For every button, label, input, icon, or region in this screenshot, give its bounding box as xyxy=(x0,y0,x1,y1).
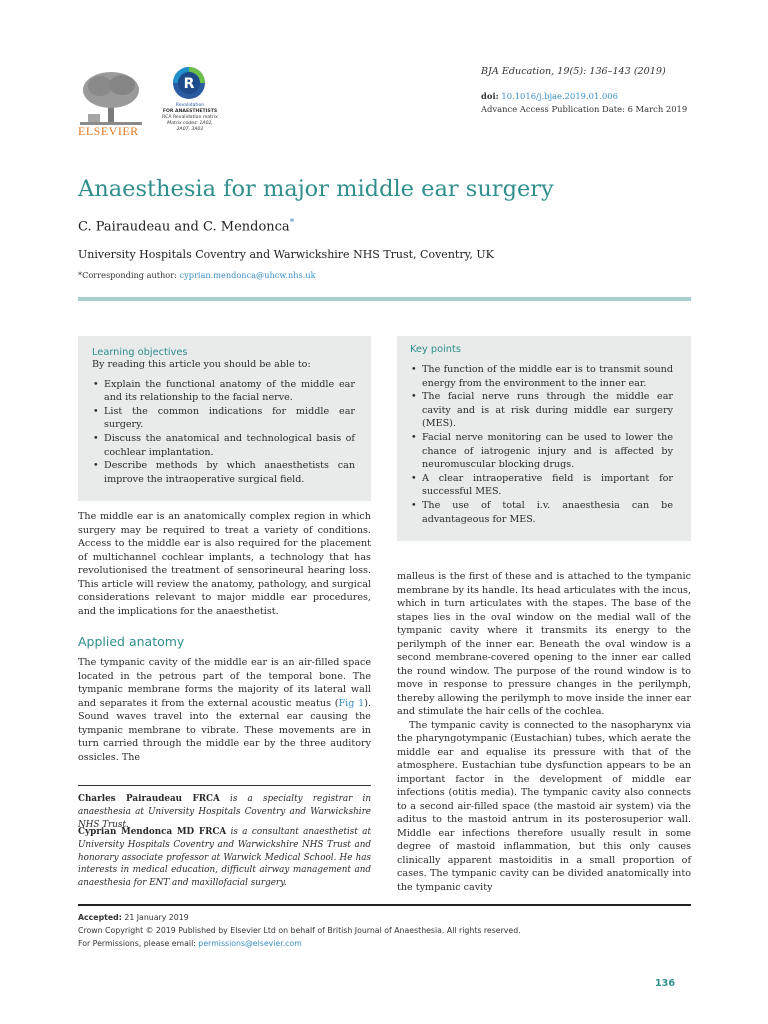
list-item: • Describe methods by which anaesthetists can improve the intraoperative surgical field. xyxy=(93,460,355,485)
key-points-list xyxy=(410,363,673,526)
advance-access-date: Advance Access Publication Date: 6 March 2019 xyxy=(481,104,688,114)
section-heading-applied-anatomy: Applied anatomy xyxy=(78,634,185,649)
elsevier-tree-logo-icon xyxy=(80,70,142,125)
doi-link[interactable]: 10.1016/j.bjae.2019.01.006 xyxy=(501,91,618,101)
doi-label: doi: xyxy=(481,91,499,101)
right-column-text xyxy=(397,570,691,894)
revalidation-text xyxy=(160,103,220,133)
learning-objectives-heading: Learning objectives xyxy=(92,347,188,358)
list-item: • A clear intraoperative field is important for successful MES. xyxy=(411,472,673,498)
revalidation-line: Matrix codes: 1A02, xyxy=(167,121,213,126)
accepted-date: Accepted: 21 January 2019 xyxy=(78,913,189,922)
bio-divider xyxy=(78,785,371,786)
revalidation-line: Revalidation xyxy=(175,103,205,108)
list-item: • The facial nerve runs through the middle ear cavity and is at risk during middle ear surgery (MES). xyxy=(411,391,673,430)
learning-objectives-box xyxy=(78,336,371,501)
revalidation-line: 2A07, 3A02 xyxy=(176,127,204,132)
body-paragraph: The tympanic cavity is connected to the nasopharynx via the pharyngotympanic (Eustachian) tubes, which aerate the middle ear and equalise its pressure with that of the atmosphere. Eustachian tube dysfunction appears to be an important factor in the development of middle ear infections (otitis media). The tympanic cavity also connects to a second air-filled space (the mastoid air system) via the aditus to the mastoid antrum in its posterosuperior wall. Middle ear infections therefore usually result in some degree of mastoid inflammation, but this only causes clinically apparent mastoiditis in a small proportion of cases. The tympanic cavity can be divided anatomically into the tympanic cavity xyxy=(397,719,691,893)
list-item: • List the common indications for middle ear surgery. xyxy=(93,405,355,431)
header-divider xyxy=(78,297,691,301)
doi-line xyxy=(481,91,618,101)
list-item: • The function of the middle ear is to transmit sound energy from the environment to the inner ear. xyxy=(411,364,673,389)
list-item: • Discuss the anatomical and technological basis of cochlear implantation. xyxy=(93,432,355,458)
permissions-line: For Permissions, please email: permissions@elsevier.com xyxy=(78,939,302,948)
key-points-heading: Key points xyxy=(410,344,461,355)
learning-objectives-intro: By reading this article you should be able to: xyxy=(92,359,311,370)
corresponding-author-mark[interactable]: * xyxy=(289,218,295,228)
article-authors xyxy=(78,218,294,234)
body-paragraph: malleus is the first of these and is attached to the tympanic membrane by its handle. Its head articulates with the incus, which in turn articulates with the stapes. The base of the stapes lies in the oval window on the medial wall of the tympanic cavity where it transmits its energy to the perilymph of the inner ear. Beneath the oval window is a second membrane-covered opening to the inner ear called the round window. The purpose of the round window is to move in response to pressure changes in the perilymph, thereby allowing the perilymph to move inside the inner ear and stimulate the hair cells of the cochlea. xyxy=(397,571,691,717)
list-item: • Explain the functional anatomy of the middle ear and its relationship to the facial nerve. xyxy=(93,378,355,404)
revalidation-line: FOR ANAESTHETISTS xyxy=(162,109,218,114)
author-affiliation: University Hospitals Coventry and Warwickshire NHS Trust, Coventry, UK xyxy=(78,248,494,261)
applied-anatomy-paragraph: The tympanic cavity of the middle ear is an air-filled space located in the petrous part of the temporal bone. The tympanic membrane forms the majority of its lateral wall and separates it from the external acoustic meatus (Fig 1). Sound waves travel into the external ear causing the tympanic membrane to vibrate. These movements are in turn carried through the middle ear by the three auditory ossicles. The xyxy=(78,657,371,763)
footer-divider xyxy=(78,904,691,906)
copyright-notice: Crown Copyright © 2019 Published by Elsevier Ltd on behalf of British Journal of Anaesthesia. All rights reserved. xyxy=(78,926,521,935)
permissions-email-link[interactable]: permissions@elsevier.com xyxy=(198,939,302,948)
intro-paragraph: The middle ear is an anatomically complex region in which surgery may be required to treat a variety of conditions. Access to the middle ear is also required for the placement of multichannel cochlear implants, a technology that has revolutionised the treatment of sensorineural hearing loss. This article will review the anatomy, pathology, and surgical considerations relevant to major middle ear procedures, and the implications for the anaesthetist. xyxy=(78,511,371,617)
key-points-box xyxy=(397,336,691,541)
author-bio-mendonca: Cyprian Mendonca MD FRCA is a consultant anaesthetist at University Hospitals Coventry and Warwickshire NHS Trust and honorary associate professor at Warwick Medical School. He has interests in medical education, difficult airway management and anaesthesia for ENT and maxillofacial surgery. xyxy=(78,827,371,889)
corresponding-author xyxy=(78,270,316,280)
article-title: Anaesthesia for major middle ear surgery xyxy=(78,176,554,202)
revalidation-badge-icon xyxy=(172,66,206,100)
page-number: 136 xyxy=(655,978,676,989)
author-bio-pairaudeau: Charles Pairaudeau FRCA is a specialty registrar in anaesthesia at University Hospitals Coventry and Warwickshire NHS Trust. xyxy=(78,794,371,830)
revalidation-line: RCA Revalidation matrix xyxy=(162,115,218,120)
list-item: • Facial nerve monitoring can be used to lower the chance of iatrogenic injury and is affected by neuromuscular blocking drugs. xyxy=(411,431,673,471)
publisher-name: ELSEVIER xyxy=(78,124,139,138)
author-names: C. Pairaudeau and C. Mendonca xyxy=(78,219,290,235)
corresponding-email-link[interactable]: cyprian.mendonca@uhcw.nhs.uk xyxy=(179,270,316,280)
badge-letter: R xyxy=(183,76,195,92)
figure-1-link[interactable]: Fig 1 xyxy=(338,697,365,709)
learning-objectives-list xyxy=(92,378,355,487)
corresponding-label: *Corresponding author: xyxy=(78,270,177,280)
list-item: • The use of total i.v. anaesthesia can be advantageous for MES. xyxy=(411,499,673,525)
journal-citation: BJA Education, 19(5): 136–143 (2019) xyxy=(481,66,666,77)
